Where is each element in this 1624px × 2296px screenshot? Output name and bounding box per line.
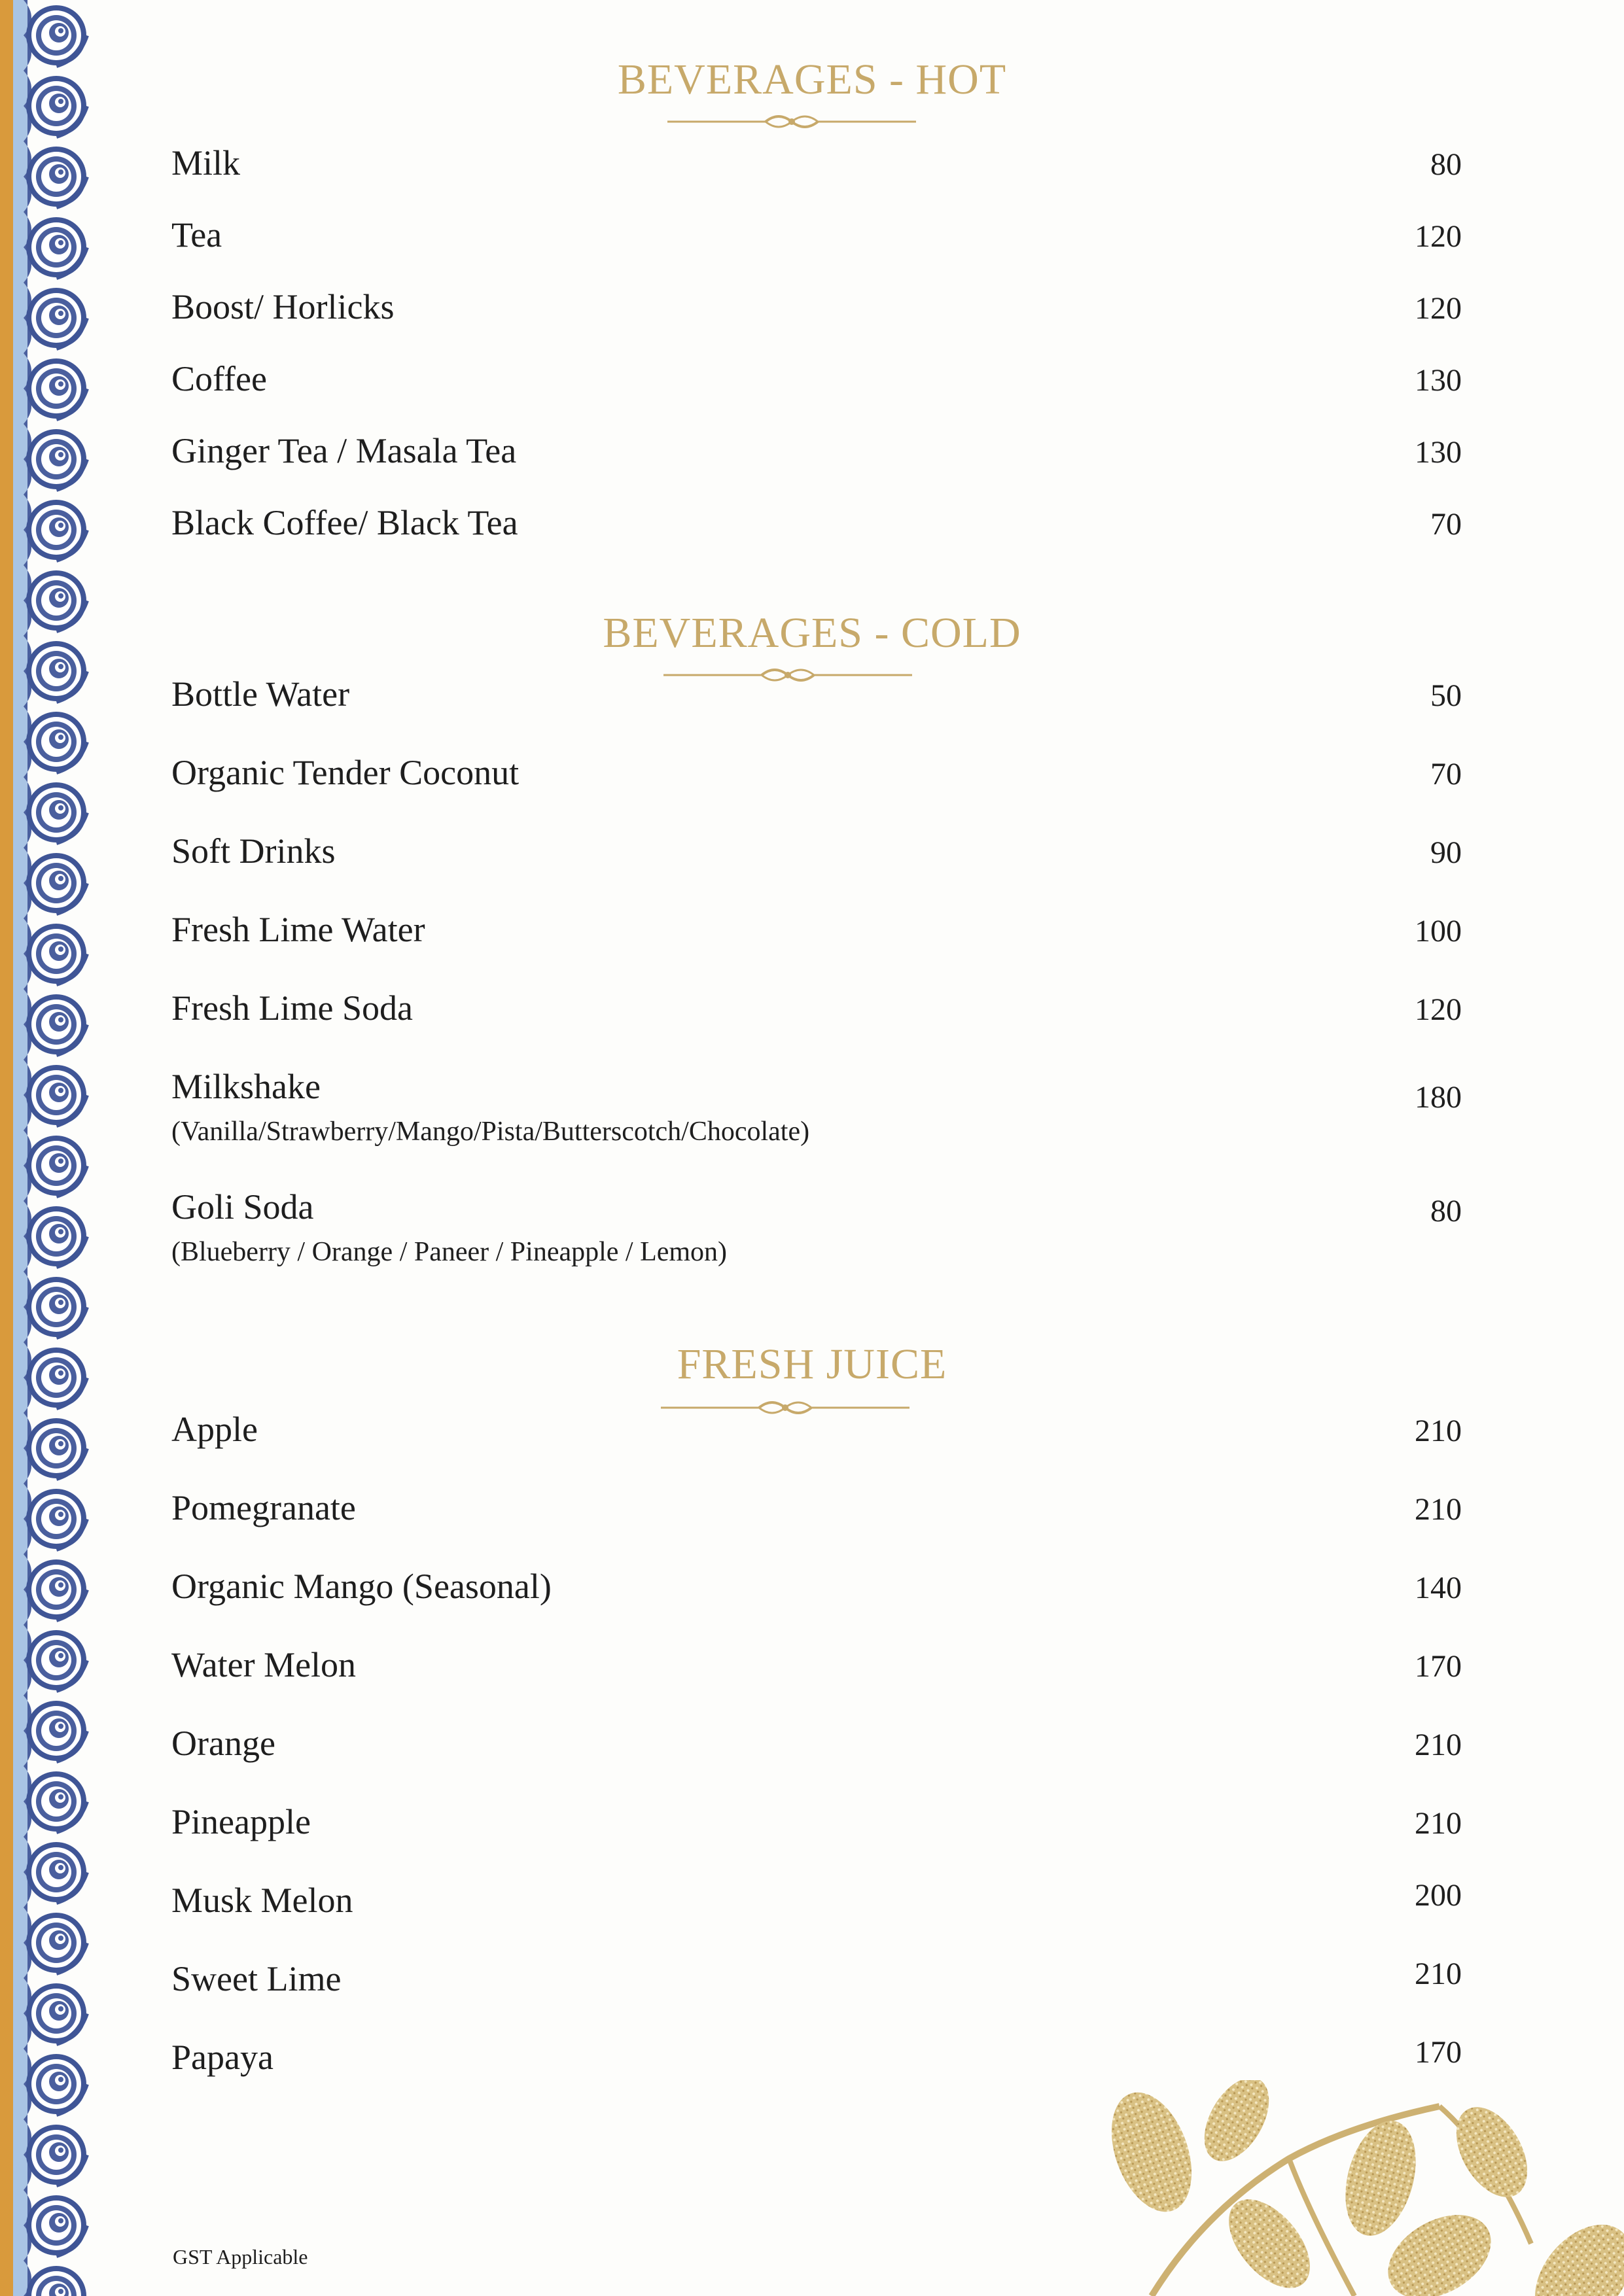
item-price: 180	[1415, 1080, 1462, 1115]
item-price: 90	[1430, 835, 1462, 870]
item-price: 100	[1415, 914, 1462, 948]
item-name: Coffee	[171, 359, 267, 398]
gold-leaf-icon	[1073, 2080, 1624, 2296]
item-price: 170	[1415, 1649, 1462, 1684]
item-price: 130	[1415, 435, 1462, 470]
item-name: Soft Drinks	[171, 831, 336, 871]
item-name: Goli Soda	[171, 1187, 314, 1226]
item-price: 210	[1415, 1806, 1462, 1841]
item-price: 80	[1430, 1194, 1462, 1228]
item-name: Water Melon	[171, 1645, 357, 1684]
item-name: Fresh Lime Soda	[171, 988, 413, 1028]
item-name: Boost/ Horlicks	[171, 287, 395, 326]
flourish-divider-icon	[667, 109, 916, 135]
item-price: 70	[1430, 507, 1462, 542]
item-price: 130	[1415, 363, 1462, 398]
item-name: Tea	[171, 215, 222, 254]
item-name: Sweet Lime	[171, 1959, 342, 1998]
flourish-divider-icon	[663, 662, 912, 688]
flourish-divider-icon	[661, 1395, 909, 1421]
item-name: Organic Mango (Seasonal)	[171, 1567, 552, 1606]
item-name: Milkshake	[171, 1067, 321, 1106]
item-price: 120	[1415, 291, 1462, 326]
section-title-hot: BEVERAGES - HOT	[617, 56, 1007, 103]
item-name: Orange	[171, 1724, 275, 1763]
item-price: 70	[1430, 757, 1462, 791]
section-title-cold: BEVERAGES - COLD	[603, 609, 1021, 657]
item-price: 170	[1415, 2035, 1462, 2070]
item-price: 200	[1415, 1878, 1462, 1913]
item-price: 210	[1415, 1957, 1462, 1991]
item-name: Apple	[171, 1410, 258, 1449]
section-title-juice: FRESH JUICE	[677, 1340, 947, 1388]
item-name: Fresh Lime Water	[171, 910, 425, 949]
swirl-border-icon	[0, 0, 89, 2296]
item-name: Pomegranate	[171, 1488, 356, 1527]
item-name: Black Coffee/ Black Tea	[171, 503, 518, 542]
item-name: Pineapple	[171, 1802, 311, 1841]
item-name: Bottle Water	[171, 674, 350, 714]
item-price: 210	[1415, 1492, 1462, 1527]
item-price: 80	[1430, 147, 1462, 182]
item-name: Milk	[171, 143, 241, 183]
item-price: 120	[1415, 219, 1462, 254]
item-price: 50	[1430, 678, 1462, 713]
item-description: (Vanilla/Strawberry/Mango/Pista/Butterscotch/Chocolate)	[171, 1117, 810, 1147]
item-name: Organic Tender Coconut	[171, 753, 520, 792]
item-name: Musk Melon	[171, 1881, 353, 1920]
item-name: Papaya	[171, 2038, 274, 2077]
gst-note: GST Applicable	[173, 2245, 308, 2269]
item-description: (Blueberry / Orange / Paneer / Pineapple / Lemon)	[171, 1237, 728, 1267]
item-name: Ginger Tea / Masala Tea	[171, 431, 517, 470]
item-price: 210	[1415, 1414, 1462, 1448]
item-price: 120	[1415, 992, 1462, 1027]
item-price: 140	[1415, 1571, 1462, 1605]
item-price: 210	[1415, 1728, 1462, 1762]
